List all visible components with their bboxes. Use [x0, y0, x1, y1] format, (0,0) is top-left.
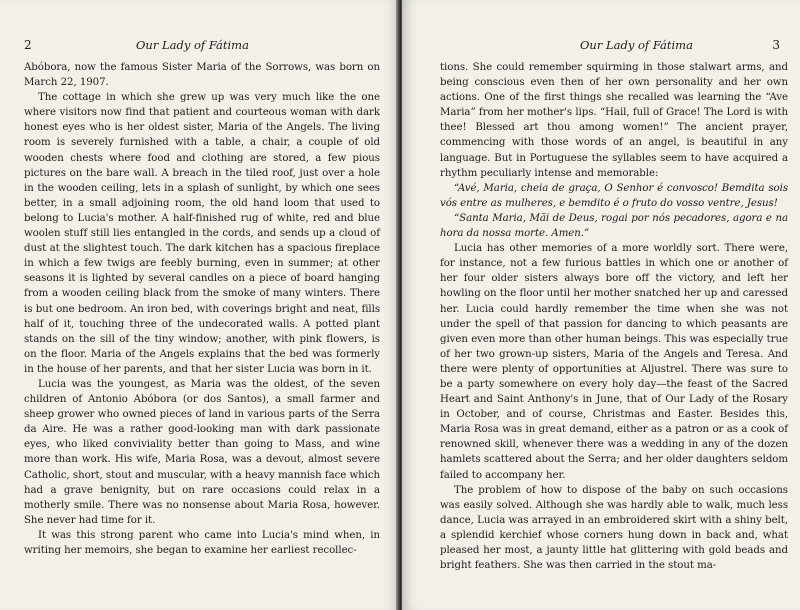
page-number: 3: [772, 38, 780, 52]
prayer-quote: “Avé, Maria, cheia de graça, O Senhor é convosco! Bemdita sois vós entre as mulheres, e bemdito é o fruto do vosso ventre, Jesus!: [440, 182, 788, 209]
prayer-quote: “Santa Maria, Mãi de Deus, rogai por nós pecadores, agora e na hora da nossa morte. Amen.”: [440, 212, 788, 240]
paragraph: It was this strong parent who came into Lucia's mind when, in writing her memoirs, she began to examine her earliest recollec-: [24, 529, 380, 556]
paragraph: Abóbora, now the famous Sister Maria of the Sorrows, was born on March 22, 1907.: [24, 62, 380, 89]
paragraph: tions. She could remember squirming in those stalwart arms, and being conscious even then of her own personality and her own actions. One of the first things she recalled was learning the “Ave Maria” from her mother's lips. “Hail, full of Grace! The Lord is with thee! Blessed art thou among women!” The ancient prayer, commencing with those words of an angel, is beautiful in any language. But in Portuguese the syllables seem to have acquired a rhythm peculiarly intense and memorable:: [440, 62, 788, 179]
page-number: 2: [24, 38, 32, 52]
right-page-header: [440, 38, 788, 54]
left-page-header: [24, 38, 380, 54]
paragraph: Lucia was the youngest, as Maria was the oldest, of the seven children of Antonio Abóbora (or dos Santos), a small farmer and sheep grower who owned pieces of land in various parts of the Serra da Aire. He was a rather good-looking man with dark passionate eyes, who liked conviviality better than going to Mass, and wine more than work. His wife, Maria Rosa, was a devout, almost severe Catholic, short, stout and muscular, with a heavy mannish face which had a grave benignity, but on rare occasions could relax in a motherly smile. There was no nonsense about Maria Rosa, however. She never had time for it.: [24, 378, 380, 526]
right-page: [402, 0, 800, 610]
running-title: Our Lady of Fátima: [136, 38, 249, 52]
left-page: [0, 0, 398, 610]
paragraph: The problem of how to dispose of the baby on such occasions was easily solved. Although she was hardly able to walk, much less dance, Lucia was arrayed in an embroidered skirt with a shiny belt, a splendid kerchief whose corners hung down in back and, what pleased her most, a jaunty little hat glittering with gold beads and bright feathers. She was then carried in the stout ma-: [440, 484, 788, 572]
paragraph: Lucia has other memories of a more worldly sort. There were, for instance, not a few furious battles in which one or another of her four older sisters always bore off the victory, and left her howling on the floor until her mother snatched her up and caressed her. Lucia could hardly remember the time when she was not under the spell of that passion for dancing to which peasants are given even more than other human beings. This was especially true of her two grown-up sisters, Maria of the Angels and Teresa. And there were plenty of opportunities at Aljustrel. There was sure to be a party somewhere on every holy day—the feast of the Sacred Heart and Saint Anthony's in June, that of Our Lady of the Rosary in October, and of course, Christmas and Easter. Besides this, Maria Rosa was in great demand, either as a patron or as a cook of renowned skill, whenever there was a wedding in any of the dozen hamlets scattered about the Serra; and her older daughters seldom failed to accompany her.: [440, 243, 788, 481]
paragraph: The cottage in which she grew up was very much like the one where visitors now find that patient and courteous woman with dark honest eyes who is her oldest sister, Maria of the Angels. The living room is severely furnished with a table, a chair, a couple of old wooden chests where food and clothing are stored, a few pious pictures on the bare wall. A breach in the tiled roof, just over a hole in the wooden ceiling, lets in a splash of sunlight, by which one sees better, in a small adjoining room, the old hand loom that used to belong to Lucia's mother. A half-finished rug of white, red and blue woolen stuff still lies entangled in the cords, and sends up a cloud of dust at the slightest touch. The dark kitchen has a spacious fireplace in which a few twigs are feebly burning, even in summer; at other seasons it is lighted by several candles on a piece of board hanging from a wooden ceiling black from the smoke of many winters. There is but one bedroom. An iron bed, with coverings bright and neat, fills half of it, touching three of the undecorated walls. A potted plant stands on the sill of the tiny window; another, with pink flowers, is on the floor. Maria of the Angels explains that the bed was formerly in the house of her parents, and that her sister Lucia was born in it.: [24, 92, 380, 375]
running-title: Our Lady of Fátima: [580, 38, 693, 52]
